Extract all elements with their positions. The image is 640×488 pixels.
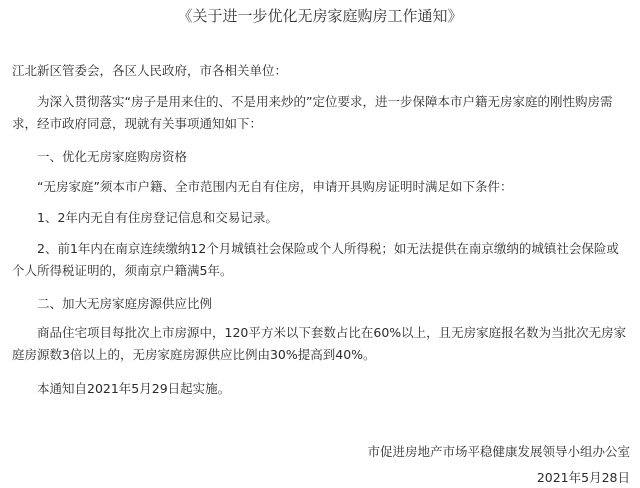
section1-item-2: 2、前1年内在南京连续缴纳12个月城镇社会保险或个人所得税；如无法提供在南京缴纳的城镇社会保险或个人所得税证明的，须南京户籍满5年。 xyxy=(12,241,619,278)
section1-paragraph: “无房家庭”须本市户籍、全市范围内无自有住房，申请开具购房证明时满足如下条件： xyxy=(37,179,513,194)
section1-item-1: 1、2年内无自有住房登记信息和交易记录。 xyxy=(37,210,278,225)
intro-paragraph: 为深入贯彻落实“房子是用来住的、不是用来炒的”定位要求，进一步保障本市户籍无房家庭的刚性购房需求，经市政府同意，现就有关事项通知如下： xyxy=(12,94,613,131)
section1-heading: 一、优化无房家庭购房资格 xyxy=(37,149,188,164)
effective-date-statement: 本通知自2021年5月29日起实施。 xyxy=(37,381,231,396)
section2-heading: 二、加大无房家庭房源供应比例 xyxy=(37,296,213,311)
section2-paragraph: 商品住宅项目每批次上市房源中，120平方米以下套数占比在60%以上，且无房家庭报名数为当批次无房家庭房源数3倍以上的，无房家庭房源供应比例由30%提高到40%。 xyxy=(12,325,627,362)
issue-date: 2021年5月28日 xyxy=(536,470,630,485)
document-title: 《关于进一步优化无房家庭购房工作通知》 xyxy=(177,7,463,25)
salutation: 江北新区管委会，各区人民政府，市各相关单位： xyxy=(12,63,288,78)
issuing-office: 市促进房地产市场平稳健康发展领导小组办公室 xyxy=(367,444,630,459)
